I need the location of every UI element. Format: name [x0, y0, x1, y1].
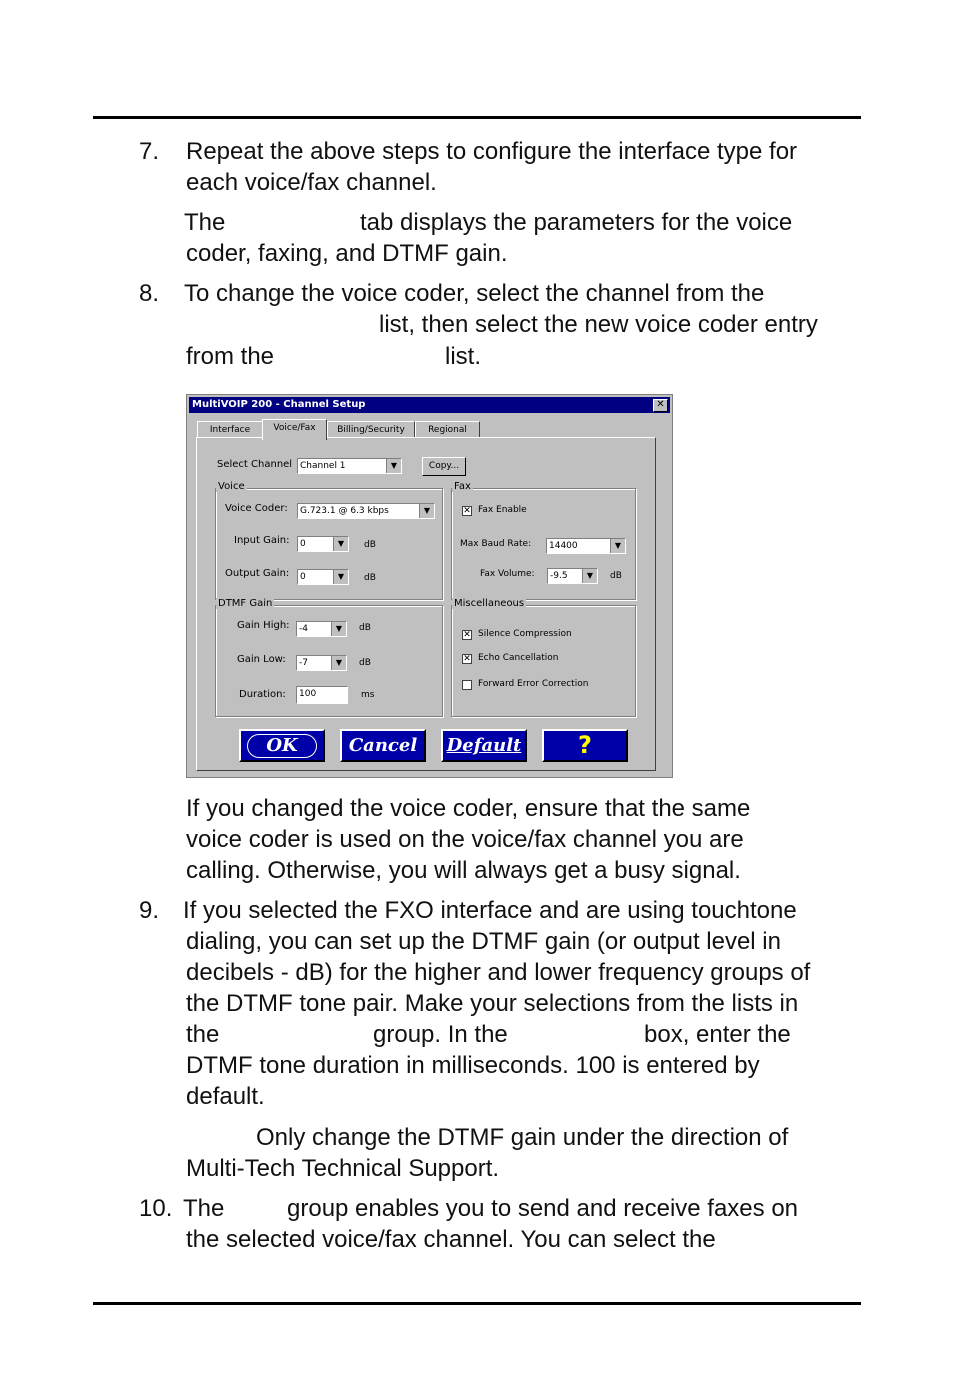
after-line-1: If you changed the voice coder, ensure that the same: [186, 795, 751, 822]
fax-volume-unit: dB: [610, 571, 622, 581]
select-channel-value: Channel 1: [300, 461, 346, 471]
after-line-2: voice coder is used on the voice/fax channel you are: [186, 826, 744, 853]
step-9-line-4: the DTMF tone pair. Make your selections from the lists in: [186, 990, 799, 1017]
fax-enable-checkbox[interactable]: ✕: [463, 506, 471, 516]
step-9-line-2: dialing, you can set up the DTMF gain (or output level in: [186, 928, 781, 955]
duration-label: Duration:: [239, 689, 286, 700]
question-mark-icon: ?: [578, 731, 592, 759]
note-line-1: Only change the DTMF gain under the direction of: [256, 1124, 789, 1151]
step-8-line-2: list, then select the new voice coder entry: [379, 311, 818, 338]
cancel-button[interactable]: Cancel: [340, 729, 426, 762]
fax-group-title: Fax: [454, 481, 471, 492]
fax-volume-value: -9.5: [550, 571, 568, 581]
step-10-number: 10.: [139, 1195, 173, 1222]
forward-error-correction-checkbox[interactable]: [462, 680, 472, 690]
max-baud-value: 14400: [549, 541, 578, 551]
tab-note-line-1a: The: [184, 209, 226, 236]
top-rule: [93, 116, 861, 119]
copy-button[interactable]: Copy...: [422, 457, 466, 476]
input-gain-label: Input Gain:: [234, 535, 290, 546]
chevron-down-icon[interactable]: ▼: [419, 504, 434, 518]
step-9-number: 9.: [139, 897, 160, 924]
chevron-down-icon[interactable]: ▼: [331, 656, 346, 670]
step-9-line-6: DTMF tone duration in milliseconds. 100 is entered by: [186, 1052, 760, 1079]
tab-voice-fax[interactable]: Voice/Fax: [262, 419, 327, 440]
miscellaneous-group-title: Miscellaneous: [454, 598, 525, 609]
step-7-line-1: Repeat the above steps to configure the interface type for: [186, 138, 798, 165]
close-icon[interactable]: ✕: [653, 399, 668, 412]
ok-label: OK: [247, 734, 316, 758]
gain-low-unit: dB: [359, 658, 371, 668]
fax-enable-label: Fax Enable: [478, 505, 527, 515]
gain-low-label: Gain Low:: [237, 654, 286, 665]
gain-low-combo[interactable]: [296, 655, 347, 671]
channel-setup-dialog: [186, 394, 673, 778]
step-7-number: 7.: [139, 138, 160, 165]
step-10-line-2: the selected voice/fax channel. You can select the: [186, 1226, 716, 1253]
default-label: Default: [446, 735, 522, 756]
tab-note-line-2: coder, faxing, and DTMF gain.: [186, 240, 508, 267]
duration-input[interactable]: 100: [296, 686, 348, 704]
duration-unit: ms: [361, 690, 375, 700]
voice-group-title: Voice: [218, 481, 245, 492]
output-gain-value: 0: [300, 572, 306, 582]
chevron-down-icon[interactable]: ▼: [610, 539, 625, 553]
input-gain-value: 0: [300, 539, 306, 549]
step-10-line-1b: group enables you to send and receive faxes on: [287, 1195, 799, 1222]
step-8-line-3b: list.: [445, 343, 481, 370]
gain-high-combo[interactable]: [296, 621, 347, 637]
select-channel-combo[interactable]: [297, 458, 402, 474]
max-baud-label: Max Baud Rate:: [460, 539, 532, 549]
dtmf-gain-group-title: DTMF Gain: [218, 598, 273, 609]
voice-fax-page: [196, 437, 656, 771]
input-gain-combo[interactable]: [297, 536, 349, 552]
silence-compression-label: Silence Compression: [478, 629, 572, 639]
input-gain-unit: dB: [364, 540, 376, 550]
step-9-line-5c: box, enter the: [644, 1021, 791, 1048]
after-line-3: calling. Otherwise, you will always get a busy signal.: [186, 857, 741, 884]
max-baud-combo[interactable]: [546, 538, 626, 554]
step-8-number: 8.: [139, 280, 160, 307]
default-button[interactable]: [441, 729, 527, 762]
echo-cancellation-label: Echo Cancellation: [478, 653, 559, 663]
output-gain-label: Output Gain:: [225, 568, 290, 579]
voice-coder-value: G.723.1 @ 6.3 kbps: [300, 506, 389, 516]
gain-high-unit: dB: [359, 623, 371, 633]
silence-compression-checkbox[interactable]: ✕: [463, 630, 471, 640]
fax-volume-combo[interactable]: [547, 568, 598, 584]
note-line-2: Multi-Tech Technical Support.: [186, 1155, 500, 1182]
step-8-line-1: To change the voice coder, select the channel from the: [184, 280, 765, 307]
step-8-line-3a: from the: [186, 343, 275, 370]
step-10-line-1a: The: [183, 1195, 225, 1222]
ok-button[interactable]: [239, 729, 325, 762]
gain-high-value: -4: [299, 624, 308, 634]
voice-coder-combo[interactable]: [297, 503, 435, 519]
chevron-down-icon[interactable]: ▼: [331, 622, 346, 636]
step-9-line-7: default.: [186, 1083, 265, 1110]
voice-coder-label: Voice Coder:: [225, 503, 288, 514]
tab-billing-security[interactable]: Billing/Security: [327, 421, 415, 438]
echo-cancellation-checkbox[interactable]: ✕: [463, 654, 471, 664]
chevron-down-icon[interactable]: ▼: [386, 459, 401, 473]
output-gain-unit: dB: [364, 573, 376, 583]
dialog-title: MultiVOIP 200 - Channel Setup: [192, 399, 366, 410]
tab-regional[interactable]: Regional: [415, 421, 480, 438]
help-button[interactable]: [542, 729, 628, 762]
step-9-line-1: If you selected the FXO interface and are using touchtone: [183, 897, 797, 924]
bottom-rule: [93, 1302, 861, 1305]
forward-error-correction-label: Forward Error Correction: [478, 679, 589, 689]
gain-high-label: Gain High:: [237, 620, 290, 631]
tab-interface[interactable]: Interface: [197, 421, 263, 438]
output-gain-combo[interactable]: [297, 569, 349, 585]
chevron-down-icon[interactable]: ▼: [333, 537, 348, 551]
chevron-down-icon[interactable]: ▼: [333, 570, 348, 584]
step-9-line-5b: group. In the: [373, 1021, 508, 1048]
select-channel-label: Select Channel: [217, 459, 293, 470]
fax-volume-label: Fax Volume:: [480, 569, 535, 579]
step-9-line-3: decibels - dB) for the higher and lower frequency groups of: [186, 959, 811, 986]
step-9-line-5a: the: [186, 1021, 220, 1048]
step-7-line-2: each voice/fax channel.: [186, 169, 437, 196]
tab-note-line-1b: tab displays the parameters for the voice: [360, 209, 793, 236]
gain-low-value: -7: [299, 658, 308, 668]
chevron-down-icon[interactable]: ▼: [582, 569, 597, 583]
dialog-titlebar: [189, 397, 670, 413]
